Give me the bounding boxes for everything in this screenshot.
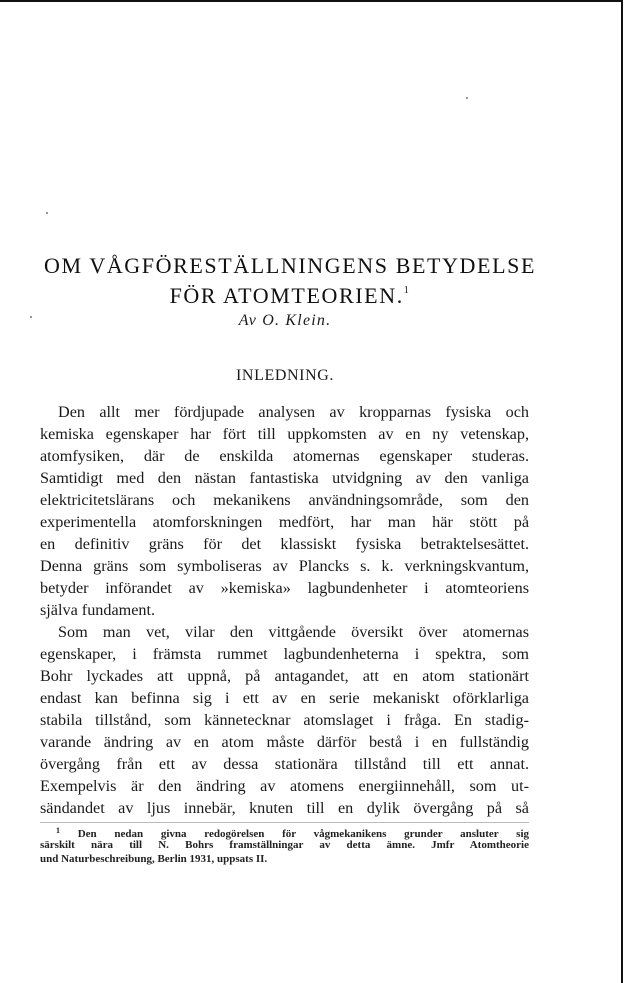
body-line: endast kan befinna sig i ett av en serie mekaniskt oförklarliga (40, 689, 529, 707)
footnote-separator (40, 822, 529, 823)
scan-speck (46, 212, 48, 214)
scan-speck (466, 97, 468, 99)
author-byline: Av O. Klein. (238, 312, 332, 329)
title-text: OM VÅGFÖRESTÄLLNINGENS BETYDELSE (43, 253, 537, 278)
body-line: en definitiv gräns för det klassiskt fysiska betraktelsesättet. (40, 535, 529, 553)
page-top-border (0, 0, 622, 2)
footnote-line: und Naturbeschreibung, Berlin 1931, uppsats II. (40, 853, 268, 865)
body-line: Denna gräns som symboliseras av Plancks s. k. verkningskvantum, (40, 557, 529, 575)
body-line: elektricitetslärans och mekanikens användningsområde, som den (40, 491, 529, 509)
body-line: Samtidigt med den nästan fantastiska utvidgning av den vanliga (40, 469, 529, 487)
title-footnote-mark: 1 (403, 285, 411, 296)
body-line: själva fundament. (40, 601, 156, 619)
body-line: betyder införandet av »kemiska» lagbundenheter i atomteoriens (40, 579, 529, 597)
footnote-text: Den nedan givna redogörelsen för vågmekanikens grunder ansluter sig (77, 828, 529, 840)
body-line: experimentella atomforskningen medfört, har man här stött på (40, 513, 529, 531)
footnote-mark: 1 (56, 826, 60, 835)
footnote-line: särskilt nära till N. Bohrs framställningar av detta ämne. Jmfr Atomtheorie (40, 839, 529, 851)
body-line: Exempelvis är den ändring av atomens energiinnehåll, som ut- (40, 777, 529, 795)
section-heading: INLEDNING. (236, 367, 334, 384)
body-line: stabila tillstånd, som kännetecknar atomslaget i fråga. En stadig- (40, 711, 529, 729)
body-line: atomfysiken, där de enskilda atomernas egenskaper studeras. (40, 447, 529, 465)
article-title-line-2 (0, 283, 580, 309)
title-text: FÖR ATOMTEORIEN. (169, 283, 404, 308)
article-title-line-1 (0, 253, 580, 279)
body-line: varande ändring av en atom måste därför bestå i en fullständig (40, 733, 529, 751)
body-line: övergång från ett av dessa stationära tillstånd till ett annat. (40, 755, 529, 773)
body-line: egenskaper, i främsta rummet lagbundenheterna i spektra, som (40, 645, 529, 663)
body-line: Som man vet, vilar den vittgående översikt över atomernas (58, 623, 529, 641)
body-line: sändandet av ljus innebär, knuten till en dylik övergång på så (40, 799, 529, 817)
body-line: kemiska egenskaper har fört till uppkomsten av en ny vetenskap, (40, 425, 529, 443)
page-right-border (621, 0, 623, 983)
body-line: Den allt mer fördjupade analysen av kropparnas fysiska och (58, 403, 529, 421)
body-line: Bohr lyckades att uppnå, på antagandet, att en atom stationärt (40, 667, 529, 685)
